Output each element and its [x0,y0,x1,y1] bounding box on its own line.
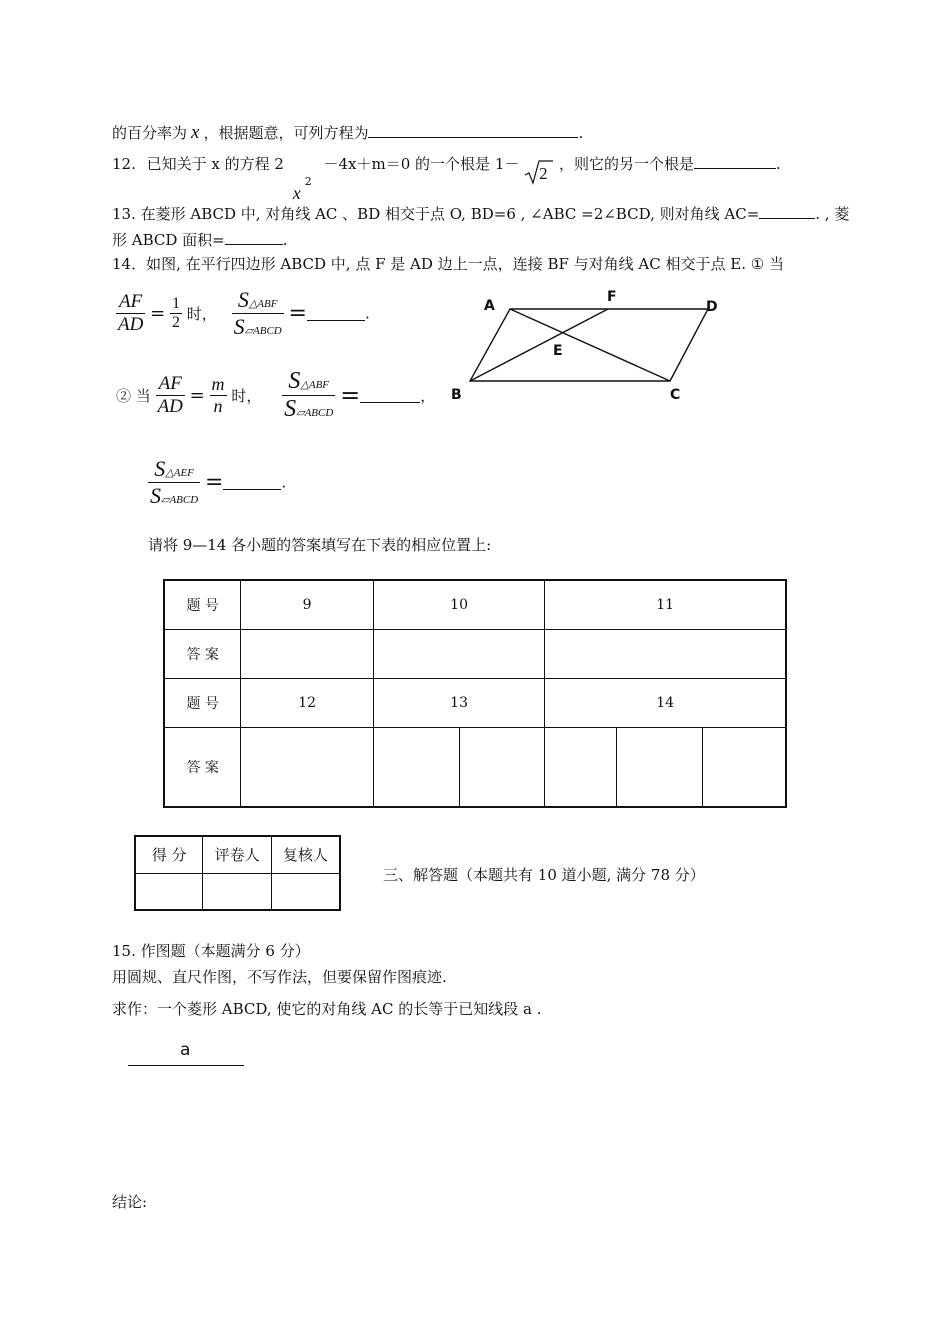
af-ad-fraction [156,373,185,418]
fraction-denominator: AD [157,396,183,417]
q12-line [112,153,781,203]
section-three-title: 三、解答题（本题共有 10 道小题, 满分 78 分） [383,866,705,884]
q13-text-a: 13. 在菱形 ABCD 中, 对角线 AC 、BD 相交于点 O, BD=6 , ∠ABC =2∠BCD, 则对角线 AC= [112,205,760,223]
fraction-denominator: 2 [171,314,180,331]
q12-text1: 已知关于 x 的方程 2 [146,155,284,173]
label-c: C [670,387,681,403]
reviewer-cell[interactable] [271,873,340,910]
answer-table [163,579,787,808]
q11-text-after: ，根据题意，可列方程为 [203,124,369,142]
subscript: △ABF [300,379,330,391]
answer-cell-14a[interactable] [545,727,617,807]
area-ratio-fraction [232,287,284,340]
subscript: ▱ABCD [296,407,334,419]
q11-text-before: 的百分率为 [112,124,188,142]
table-row [164,629,786,678]
table-row [135,836,340,873]
q15-line2: 求作：一个菱形 ABCD, 使它的对角线 AC 的长等于已知线段 a . [112,1000,542,1018]
answer-header: 答 案 [164,629,241,678]
equals-sign: = [204,470,224,495]
q13-text-d: . [282,231,288,249]
q14-part1-blank[interactable] [307,306,365,321]
subscript: ▱ABCD [161,494,199,506]
q12-var: x [292,183,301,203]
s-symbol: S [154,456,166,481]
answer-cell-14b[interactable] [617,727,703,807]
answer-cell-13b[interactable] [459,727,545,807]
answer-cell-10[interactable] [373,629,544,678]
q15-title: 15. 作图题（本题满分 6 分） [112,942,310,960]
label-f: F [607,289,617,305]
q14-part2 [116,368,435,430]
fraction-numerator [282,368,335,396]
question-cell-11: 11 [545,580,786,629]
q13-text-b: . , 菱 [815,205,850,223]
diagonal-ac [510,309,670,381]
q14-intro: 14．如图, 在平行四边形 ABCD 中, 点 F 是 AD 边上一点，连接 BF 与对角线 AC 相交于点 E. ① 当 [112,255,784,273]
sqrt-symbol [524,161,554,181]
score-cell[interactable] [135,873,203,910]
q12-number: 12. [112,155,136,173]
shi-text: 时， [231,387,262,405]
answer-instruction: 请将 9—14 各小题的答案填写在下表的相应位置上: [148,536,492,554]
q11-answer-blank[interactable] [368,123,578,138]
fraction-numerator: 1 [171,295,180,312]
question-number-header: 题 号 [164,580,241,629]
q12-answer-blank[interactable] [694,154,776,169]
question-number-header: 题 号 [164,678,241,727]
q11-variable: x [191,122,200,143]
period: . [281,473,287,492]
s-symbol: S [233,314,245,339]
fraction-denominator: AD [118,314,144,335]
q13-text-c: 形 ABCD 面积= [112,231,225,249]
answer-cell-11[interactable] [545,629,786,678]
score-table [134,835,341,911]
m-n-fraction [210,374,227,417]
q12-sqrt-arg: 2 [539,164,548,183]
q12-end: . [775,155,781,173]
q13-ac-blank[interactable] [759,204,815,219]
q13-area-blank[interactable] [225,230,283,245]
fraction-numerator: AF [116,291,145,314]
comma: ， [420,387,436,405]
s-symbol: S [150,483,161,508]
s-symbol: S [237,287,249,312]
period: . [364,304,370,323]
one-half-fraction [170,295,182,332]
question-cell-12: 12 [241,678,374,727]
part2-label: ② 当 [116,387,151,405]
answer-header: 答 案 [164,727,241,807]
fraction-denominator [148,483,200,509]
fraction-numerator [232,287,284,314]
grader-header: 评卷人 [203,836,271,873]
s-symbol: S [288,368,301,394]
label-b: B [451,387,462,403]
subscript: ▱ABCD [244,325,282,337]
grader-cell[interactable] [203,873,271,910]
q11-tail-line [112,122,583,144]
question-cell-14: 14 [545,678,786,727]
shi-text: 时， [186,305,217,323]
fraction-denominator: n [213,396,223,416]
answer-cell-12[interactable] [241,727,374,807]
fraction-numerator: AF [156,373,185,396]
subscript: △AEF [165,467,194,479]
equals-sign: = [189,385,205,406]
q14-part2-blank[interactable] [360,388,420,403]
area-ratio-fraction [148,456,200,509]
question-cell-10: 10 [373,580,544,629]
q12-exponent: 2 [304,175,312,188]
q13-line1 [112,203,849,224]
fraction-denominator [282,396,335,423]
fraction-denominator [232,314,284,340]
equals-sign: = [340,381,361,410]
answer-cell-13a[interactable] [373,727,459,807]
table-row [164,678,786,727]
q14-part1 [116,287,370,343]
conclusion-label: 结论: [112,1193,148,1211]
score-header: 得 分 [135,836,203,873]
equals-sign: = [150,303,166,324]
q12-text3: ，则它的另一个根是 [558,155,694,173]
segment-a-label: a [180,1040,191,1060]
q14-part3 [148,456,286,518]
table-row [164,727,786,807]
segment-a-line [128,1065,244,1066]
q14-part3-blank[interactable] [223,475,281,490]
label-e: E [553,343,563,359]
reviewer-header: 复核人 [271,836,340,873]
table-row [135,873,340,910]
q11-end: . [578,124,584,142]
s-symbol: S [284,396,297,422]
subscript: △ABF [248,298,278,310]
af-ad-fraction [116,291,145,336]
label-d: D [706,299,718,315]
parallelogram-figure [440,282,740,412]
fraction-numerator [148,456,200,483]
question-cell-9: 9 [241,580,374,629]
q13-line2 [112,229,288,250]
answer-cell-14c[interactable] [702,727,786,807]
fraction-numerator: m [211,374,225,394]
area-ratio-fraction [282,368,335,423]
question-cell-13: 13 [373,678,544,727]
answer-cell-9[interactable] [241,629,374,678]
table-row [164,580,786,629]
q12-text2: －4x＋m＝0 的一个根是 1－ [323,155,520,173]
equals-sign: = [288,301,307,326]
q15-line1: 用圆规、直尺作图，不写作法，但要保留作图痕迹. [112,968,447,986]
label-a: A [484,298,495,314]
